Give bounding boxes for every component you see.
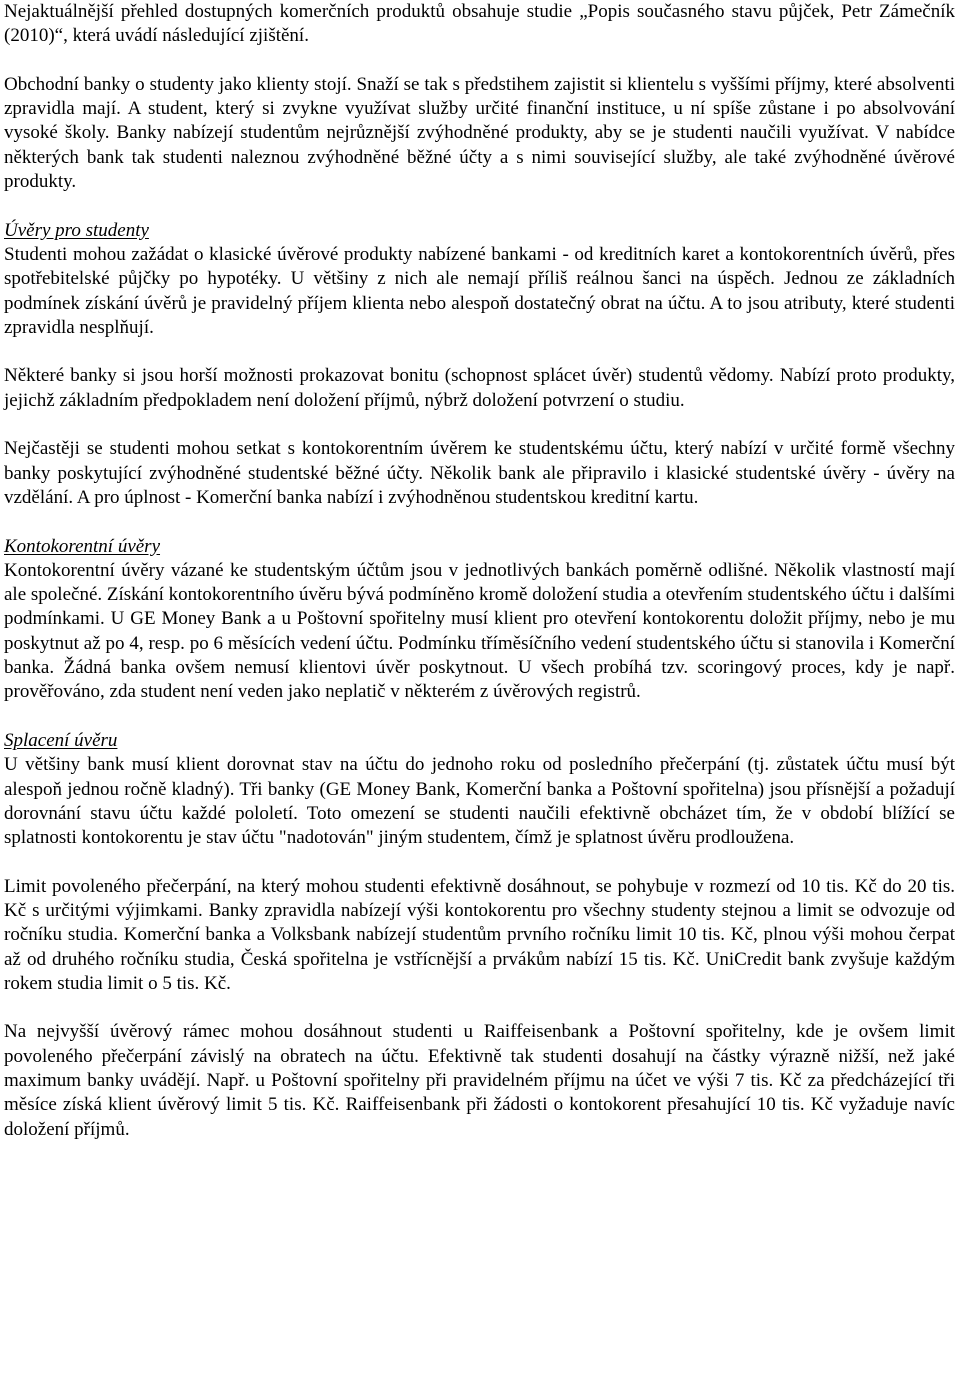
creditworthiness-paragraph: Některé banky si jsou horší možnosti prokazovat bonitu (schopnost splácet úvěr) studentů vědomy. Nabízí proto produkty, jejichž základním předpokladem není doložení příjmů, nýbrž doložení potvrzení o studiu. [4,365,955,411]
overdraft-intro-paragraph: Nejčastěji se studenti mohou setkat s kontokorentním úvěrem ke studentskému účtu, který nabízí v určité formě všechny banky poskytující zvýhodněné studentské běžné účty. Několik bank ale připravilo i klasické studentské úvěry - úvěry na vzdělání. A pro úplnost - Komerční banka nabízí i zvýhodněnou studentskou kreditní kartu. [4,438,955,508]
overdraft-paragraph: Kontokorentní úvěry vázané ke studentským účtům jsou v jednotlivých bankách poměrně odlišné. Několik vlastností mají ale společné. Získání kontokorentního úvěru bývá podmíněno kromě doložení studia a otevřením studentského účtu i dalšími podmínkami. U GE Money Bank a u Poštovní spořitelny musí klient pro otevření kontokorentu doložit příjmy, nebo je mu poskytnut až po 4, resp. po 6 měsících vedení účtu. Podmínku tříměsíčního vedení studentského účtu si stanovila i Komerční banka. Žádná banka ovšem nemusí klientovi úvěr poskytnout. U všech probíhá tzv. scoringový proces, kdy je např. prověřováno, zda student není veden jako neplatič v některém z úvěrových registrů. [4,559,955,703]
credit-frame-paragraph: Na nejvyšší úvěrový rámec mohou dosáhnout studenti u Raiffeisenbank a Poštovní spořitelny, kde je ovšem limit povoleného přečerpání závislý na obratech na účtu. Efektivně tak studenti dosahují na částky výrazně nižší, než jaké maximum banky uvádějí. Např. u Poštovní spořitelny při pravidelném příjmu na účet ve výši 7 tis. Kč za předcházející tři měsíce získá klient úvěrový limit 5 tis. Kč. Raiffeisenbank při žádosti o kontokorent přesahující 10 tis. Kč vyžaduje navíc doložení příjmů. [4,1021,955,1140]
repayment-paragraph: U většiny bank musí klient dorovnat stav na účtu do jednoho roku od posledního přečerpání (tj. zůstatek účtu musí být alespoň jednou ročně kladný). Tři banky (GE Money Bank, Komerční banka a Poštovní spořitelna) jsou přísnější a požadují dorovnání stavu účtu každé pololetí. Toto omezení se studenti naučili efektivně obcházet tím, že v období blížící se splatnosti kontokorentu je stav účtu "nadotován" jiným studentem, čímž je splatnost úvěru prodloužena. [4,754,955,849]
section-heading-overdraft: Kontokorentní úvěry [4,535,161,557]
document-page [4,0,955,1142]
student-loans-paragraph: Studenti mohou zažádat o klasické úvěrové produkty nabízené bankami - od kreditních karet a kontokorentních úvěrů, přes spotřebitelské půjčky po hypotéky. U většiny z nich ale nemají příliš reálnou šanci na úspěch. Jednou ze základních podmínek získání úvěrů je pravidelný příjem klienta nebo alespoň dostatečný obrat na účtu. A to jsou atributy, které studenti zpravidla nesplňují. [4,243,955,338]
intro-paragraph: Nejaktuálnější přehled dostupných komerčních produktů obsahuje studie „Popis současného stavu půjček, Petr Zámečník (2010)“, která uvádí následující zjištění. [4,1,955,47]
banks-paragraph: Obchodní banky o studenty jako klienty stojí. Snaží se tak s předstihem zajistit si klientelu s vyššími příjmy, které absolventi zpravidla mají. A student, který si zvykne využívat služby určité finanční instituce, u ní spíše zůstane i po absolvování vysoké školy. Banky nabízejí studentům nejrůznější zvýhodněné produkty, aby se je studenti naučili využívat. V nabídce některých bank tak studenti naleznou zvýhodněné běžné účty a s nimi související služby, ale také zvýhodněné úvěrové produkty. [4,73,955,193]
section-heading-student-loans: Úvěry pro studenty [4,219,149,241]
section-heading-repayment: Splacení úvěru [4,729,118,751]
limit-paragraph: Limit povoleného přečerpání, na který mohou studenti efektivně dosáhnout, se pohybuje v rozmezí od 10 tis. Kč do 20 tis. Kč s určitými výjimkami. Banky zpravidla nabízejí výši kontokorentu pro všechny studenty stejnou a limit se odvozuje od ročníku studia. Komerční banka a Volksbank nabízejí studentům prvního ročníku limit 10 tis. Kč, plnou výši mohou čerpat až od druhého ročníku studia, Česká spořitelna je vstřícnější a prvákům nabízí 15 tis. Kč. UniCredit bank zvyšuje každým rokem studia limit o 5 tis. Kč. [4,875,955,994]
